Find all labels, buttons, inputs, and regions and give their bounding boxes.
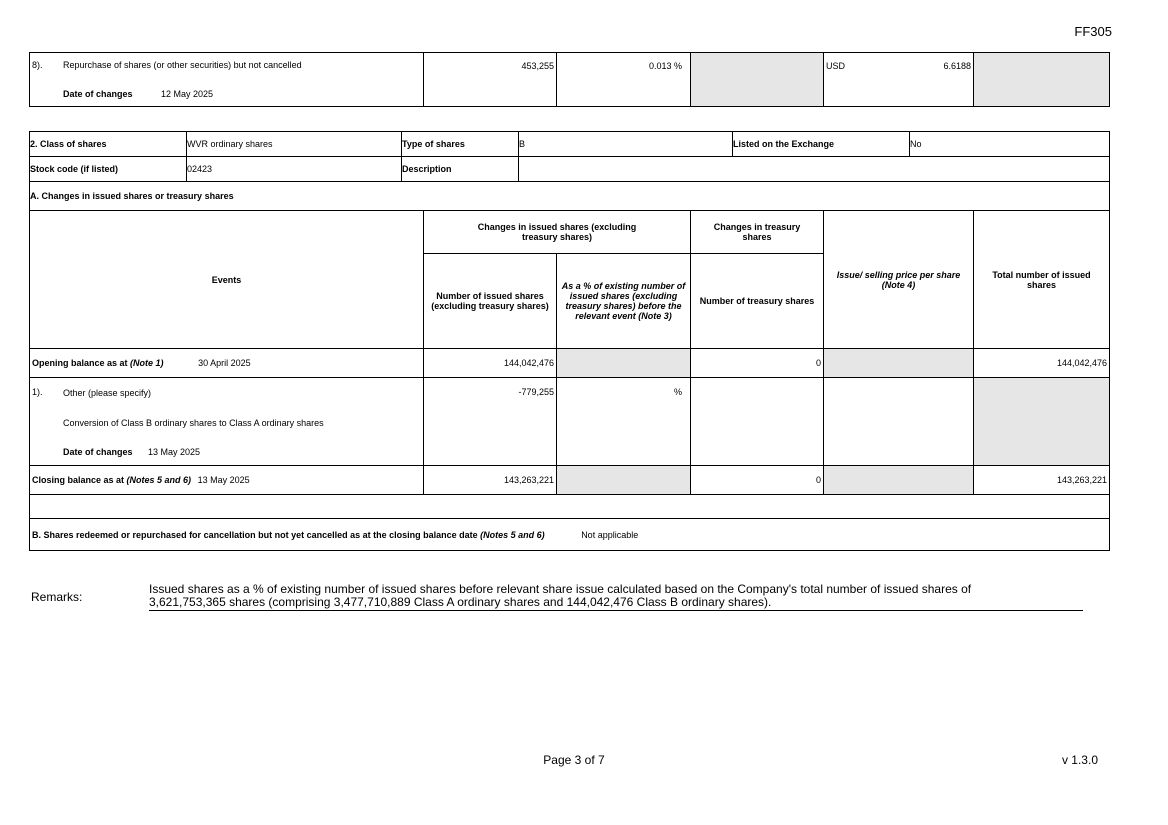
type-value: B <box>519 132 733 157</box>
header-changes-treasury: Changes in treasury shares <box>691 211 824 254</box>
class-label: 2. Class of shares <box>30 132 187 157</box>
date-label: Date of changes <box>63 89 133 99</box>
item-number: 8). <box>32 60 43 70</box>
opening-total: 144,042,476 <box>974 349 1110 378</box>
opening-note: (Note 1) <box>130 358 164 368</box>
spacer-row <box>30 495 1110 519</box>
header-changes-issued: Changes in issued shares (excluding treasury shares) <box>424 211 691 254</box>
class-value: WVR ordinary shares <box>187 132 402 157</box>
opening-price-empty <box>824 349 974 378</box>
listed-value: No <box>910 132 1110 157</box>
event-1-cell <box>30 378 424 466</box>
section-b-note: (Notes 5 and 6) <box>480 529 545 540</box>
header-total: Total number of issued shares <box>974 211 1110 349</box>
changes-table <box>29 210 1110 551</box>
closing-note: (Notes 5 and 6) <box>126 475 192 485</box>
event-1-pct: % <box>557 378 691 466</box>
event-1-date-value: 13 May 2025 <box>148 447 201 457</box>
event-1-type: Other (please specify) <box>63 388 152 398</box>
closing-treasury: 0 <box>691 466 824 495</box>
price: 6.6188 <box>943 61 971 71</box>
repurchase-table <box>29 52 1110 107</box>
header-pct-existing: As a % of existing number of issued shares (excluding treasury shares) before the relevant event (Note 3) <box>557 254 691 349</box>
section-a-title: A. Changes in issued shares or treasury shares <box>30 182 1110 211</box>
event-1-date-label: Date of changes <box>63 447 133 457</box>
closing-total: 143,263,221 <box>974 466 1110 495</box>
header-events: Events <box>30 211 424 349</box>
header-num-issued: Number of issued shares (excluding treasury shares) <box>424 254 557 349</box>
closing-balance-cell <box>30 466 424 495</box>
repurchase-num-shares: 453,255 <box>424 53 557 107</box>
closing-price-empty <box>824 466 974 495</box>
section-b-title: B. Shares redeemed or repurchased for cancellation but not yet cancelled as at the closing balance date <box>32 529 478 540</box>
type-label: Type of shares <box>402 132 519 157</box>
section-b-value: Not applicable <box>581 529 639 540</box>
opening-pct-empty <box>557 349 691 378</box>
repurchase-pct: 0.013 % <box>557 53 691 107</box>
event-1-description: Conversion of Class B ordinary shares to Class A ordinary shares <box>63 418 324 428</box>
description-label: Description <box>402 157 519 182</box>
header-price: Issue/ selling price per share (Note 4) <box>824 211 974 349</box>
remarks-line-1: Issued shares as a % of existing number of issued shares before relevant share issue calculated based on the Company's total number of issued shares of <box>149 582 972 596</box>
closing-issued: 143,263,221 <box>424 466 557 495</box>
remarks-label: Remarks: <box>31 590 83 604</box>
event-1-price <box>824 378 974 466</box>
opening-date: 30 April 2025 <box>198 358 251 368</box>
listed-label: Listed on the Exchange <box>733 132 910 157</box>
class-info-table <box>29 131 1110 211</box>
stock-code-label: Stock code (if listed) <box>30 157 187 182</box>
stock-code-value: 02423 <box>187 157 402 182</box>
description-value <box>519 157 1110 182</box>
form-code: FF305 <box>1074 24 1112 39</box>
closing-pct-empty <box>557 466 691 495</box>
opening-treasury: 0 <box>691 349 824 378</box>
page-number: Page 3 of 7 <box>543 753 605 767</box>
event-1-item-number: 1). <box>32 387 43 397</box>
remarks-line-2: 3,621,753,365 shares (comprising 3,477,710,889 Class A ordinary shares and 144,042,476 Class B ordinary shares). <box>149 595 772 609</box>
version: v 1.3.0 <box>1061 753 1098 767</box>
opening-balance-cell <box>30 349 424 378</box>
remarks-text <box>149 583 1083 611</box>
event-1-treasury <box>691 378 824 466</box>
closing-label: Closing balance as at <box>32 475 125 485</box>
section-b-row <box>30 519 1110 551</box>
opening-issued: 144,042,476 <box>424 349 557 378</box>
event-description: Repurchase of shares (or other securities) but not cancelled <box>63 60 302 70</box>
repurchase-total-empty <box>974 53 1110 107</box>
currency: USD <box>826 61 846 71</box>
repurchase-price <box>824 53 974 107</box>
event-1-total-empty <box>974 378 1110 466</box>
repurchase-event-cell <box>30 53 424 107</box>
closing-date: 13 May 2025 <box>197 475 250 485</box>
repurchase-treasury-empty <box>691 53 824 107</box>
header-num-treasury: Number of treasury shares <box>691 254 824 349</box>
event-1-issued-change: -779,255 <box>424 378 557 466</box>
date-value: 12 May 2025 <box>161 89 214 99</box>
opening-label: Opening balance as at <box>32 358 128 368</box>
